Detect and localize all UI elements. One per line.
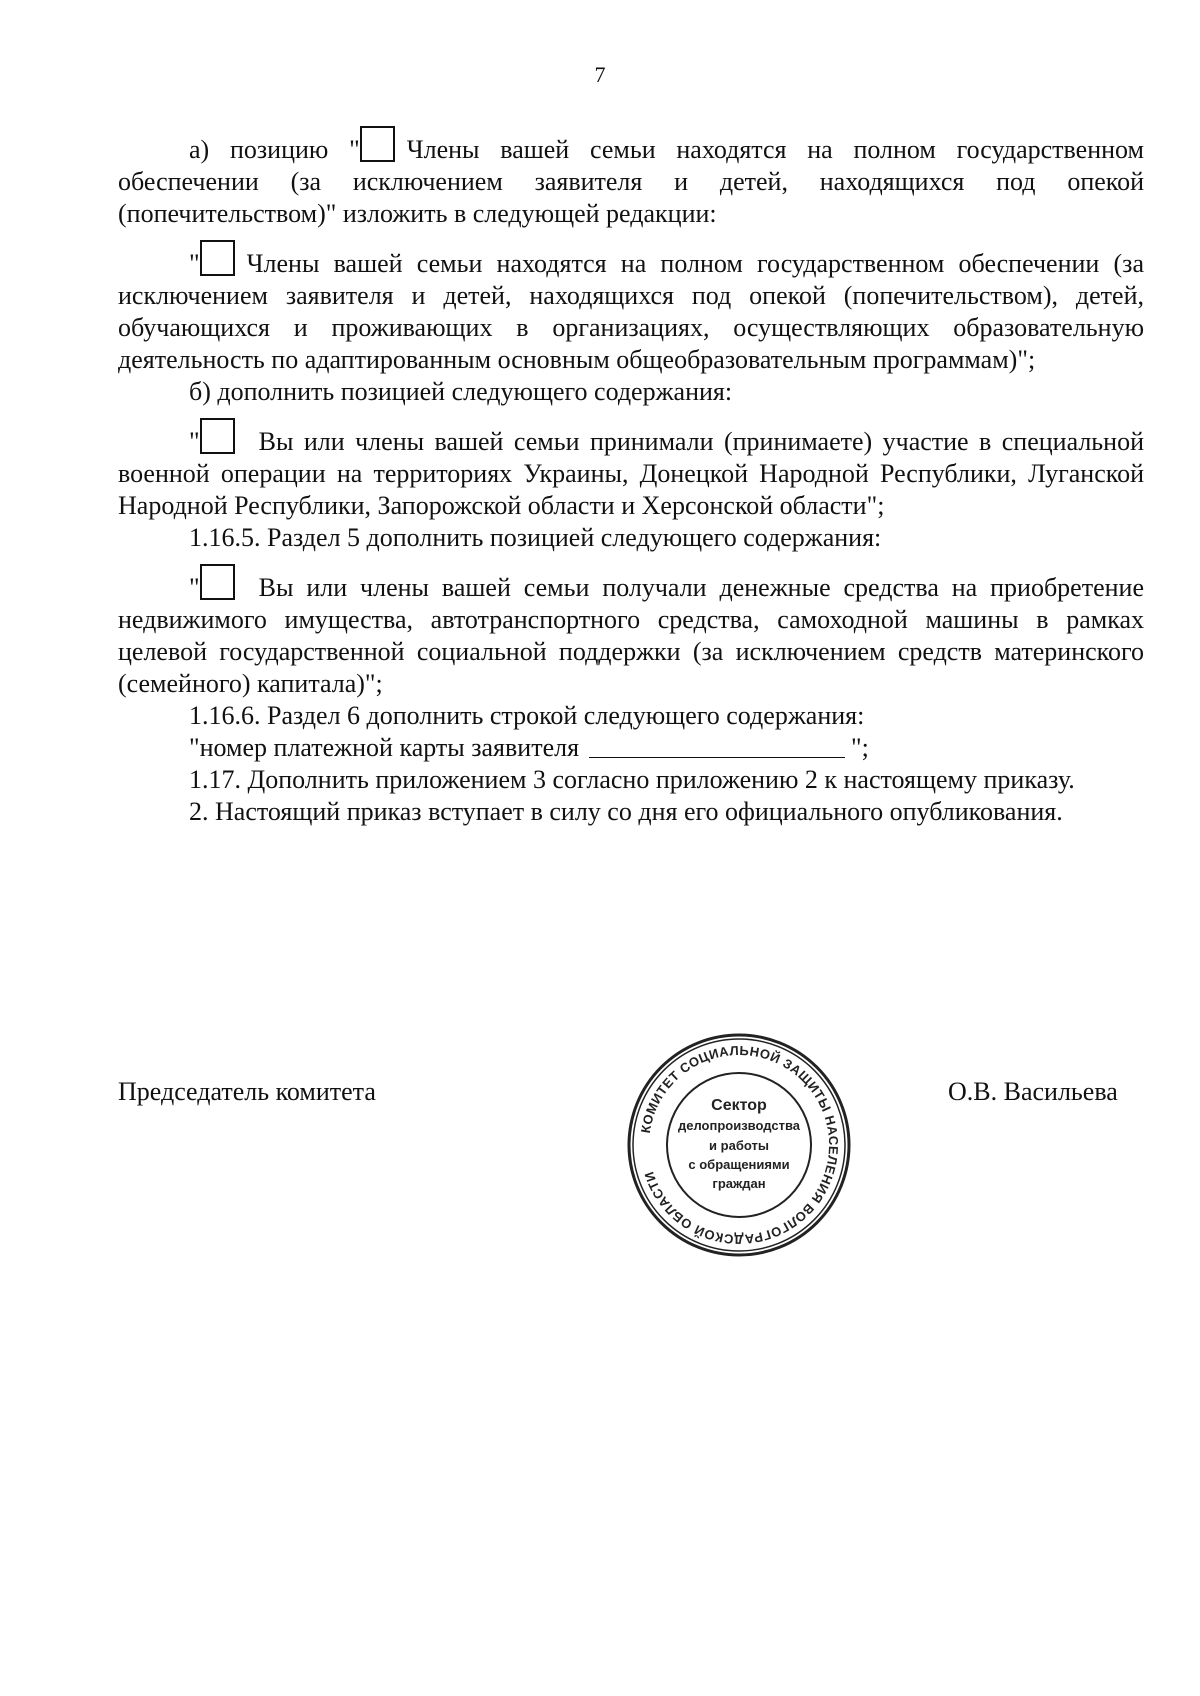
item-b: б) дополнить позицией следующего содержания: [189, 377, 733, 406]
section-1-17: 1.17. Дополнить приложением 3 согласно приложению 2 к настоящему приказу. [189, 765, 1075, 794]
official-seal [624, 1030, 854, 1260]
checkbox-icon [200, 564, 235, 600]
section-1-16-5-quote [118, 564, 1144, 700]
card-line-suffix: "; [851, 733, 869, 762]
card-number-line [118, 732, 1144, 764]
section-1-16-6: 1.16.6. Раздел 6 дополнить строкой следующего содержания: [189, 701, 865, 730]
seal-line-1: Сектор [711, 1097, 767, 1114]
item-a-text: Члены вашей семьи находятся на полном государственном обеспечении (за исключением заявителя и детей, находящихся под опекой (попечительством)" изложить в следующей редакции: [118, 135, 1144, 228]
card-line-label: "номер платежной карты заявителя [189, 733, 580, 762]
checkbox-icon [200, 240, 235, 276]
checkbox-icon [200, 418, 235, 454]
seal-line-4: с обращениями [688, 1157, 790, 1172]
signatory-position: Председатель комитета [118, 1077, 376, 1106]
item-a-quote [118, 240, 1144, 376]
item-a [118, 126, 1144, 230]
seal-line-3: и работы [709, 1138, 769, 1153]
checkbox-icon [360, 126, 395, 162]
card-number-blank [589, 735, 845, 758]
section-1-16-5-quote-text: Вы или члены вашей семьи получали денежные средства на приобретение недвижимого имущества, автотранспортного средства, самоходной машины в рамках целевой государственной социальной поддержки (за исключением средств материнского (семейного) капитала)"; [118, 573, 1144, 698]
quote-mark: " [189, 573, 200, 602]
item-a-quote-text: Члены вашей семьи находятся на полном государственном обеспечении (за исключением заявителя и детей, находящихся под опекой (попечительством), детей, обучающихся и проживающих в организациях, осуществляющих образовательную деятельность по адаптированным основным общеобразовательным программам)"; [118, 249, 1144, 374]
document-body [118, 126, 1144, 828]
item-b-quote-text: Вы или члены вашей семьи принимали (принимаете) участие в специальной военной операции на территориях Украины, Донецкой Народной Республики, Луганской Народной Республики, Запорожской области и Херсонской области"; [118, 427, 1144, 520]
seal-line-5: граждан [712, 1176, 766, 1191]
seal-ring-text: КОМИТЕТ СОЦИАЛЬНОЙ ЗАЩИТЫ НАСЕЛЕНИЯ ВОЛГОГРАДСКОЙ ОБЛАСТИ [637, 1042, 842, 1248]
page-number: 7 [594, 62, 606, 87]
quote-mark: " [189, 427, 200, 456]
item-a-prefix: а) позицию " [189, 135, 360, 164]
section-2: 2. Настоящий приказ вступает в силу со дня его официального опубликования. [189, 797, 1063, 826]
section-1-16-5: 1.16.5. Раздел 5 дополнить позицией следующего содержания: [189, 523, 882, 552]
seal-line-2: делопроизводства [677, 1118, 801, 1133]
item-b-quote [118, 418, 1144, 522]
signatory-name: О.В. Васильева [948, 1077, 1118, 1106]
quote-mark: " [189, 249, 200, 278]
